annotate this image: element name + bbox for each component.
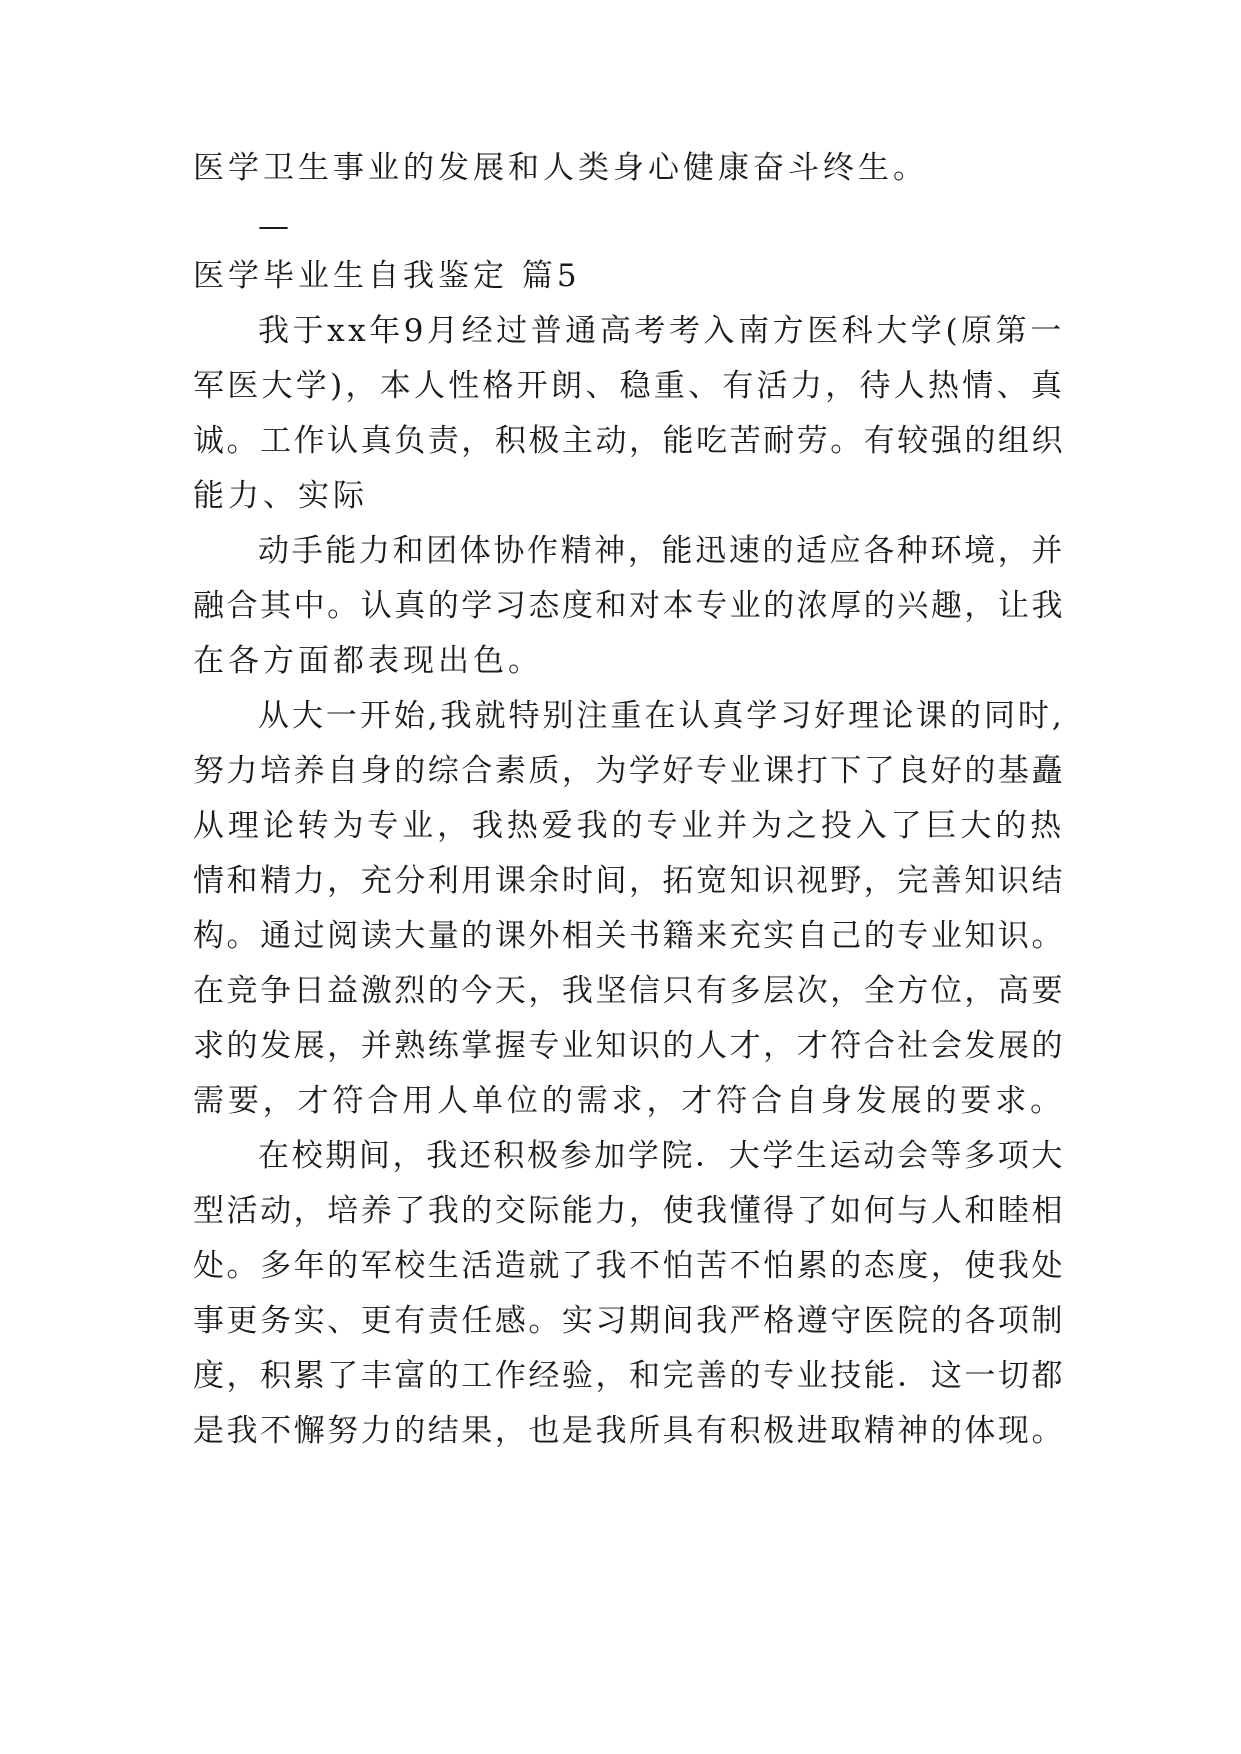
paragraph-line: 构。通过阅读大量的课外相关书籍来充实自己的专业知识。 [193,918,1065,954]
paragraph-line: 在各方面都表现出色。 [193,643,543,679]
paragraph-line: 从大一开始,我就特别注重在认真学习好理论课的同时, [258,698,1065,734]
paragraph-line: 军医大学)，本人性格开朗、稳重、有活力，待人热情、真 [193,368,1066,404]
previous-paragraph-end: 医学卫生事业的发展和人类身心健康奋斗终生。 [193,150,928,186]
paragraph-line: 需要，才符合用人单位的需求，才符合自身发展的要求。 [193,1083,1065,1119]
paragraph-line: 情和精力，充分利用课余时间，拓宽知识视野，完善知识结 [193,863,1065,899]
paragraph-line: 处。多年的军校生活造就了我不怕苦不怕累的态度，使我处 [193,1248,1065,1284]
paragraph-line: 融合其中。认真的学习态度和对本专业的浓厚的兴趣，让我 [193,588,1065,624]
paragraph-line: 事更务实、更有责任感。实习期间我严格遵守医院的各项制 [193,1303,1065,1339]
paragraph-line: 诚。工作认真负责，积极主动，能吃苦耐劳。有较强的组织 [193,423,1065,459]
paragraph-line: 在竞争日益激烈的今天，我坚信只有多层次，全方位，高要 [193,973,1065,1009]
paragraph-line: 度，积累了丰富的工作经验，和完善的专业技能．这一切都 [193,1358,1065,1394]
section-title: 医学毕业生自我鉴定 篇5 [193,258,581,294]
paragraph-line: 努力培养自身的综合素质，为学好专业课打下了良好的基矗 [193,753,1065,789]
paragraph-line: 型活动，培养了我的交际能力，使我懂得了如何与人和睦相 [193,1193,1065,1229]
separator-dash: — [258,208,293,244]
paragraph-line: 在校期间，我还积极参加学院．大学生运动会等多项大 [258,1138,1065,1174]
paragraph-line: 我于xx年9月经过普通高考考入南方医科大学(原第一 [258,313,1065,349]
paragraph-line: 能力、实际 [193,478,368,514]
paragraph-line: 动手能力和团体协作精神，能迅速的适应各种环境，并 [258,533,1065,569]
paragraph-line: 是我不懈努力的结果，也是我所具有积极进取精神的体现。 [193,1413,1065,1449]
paragraph-line: 求的发展，并熟练掌握专业知识的人才，才符合社会发展的 [193,1028,1065,1064]
paragraph-line: 从理论转为专业，我热爱我的专业并为之投入了巨大的热 [193,808,1065,844]
